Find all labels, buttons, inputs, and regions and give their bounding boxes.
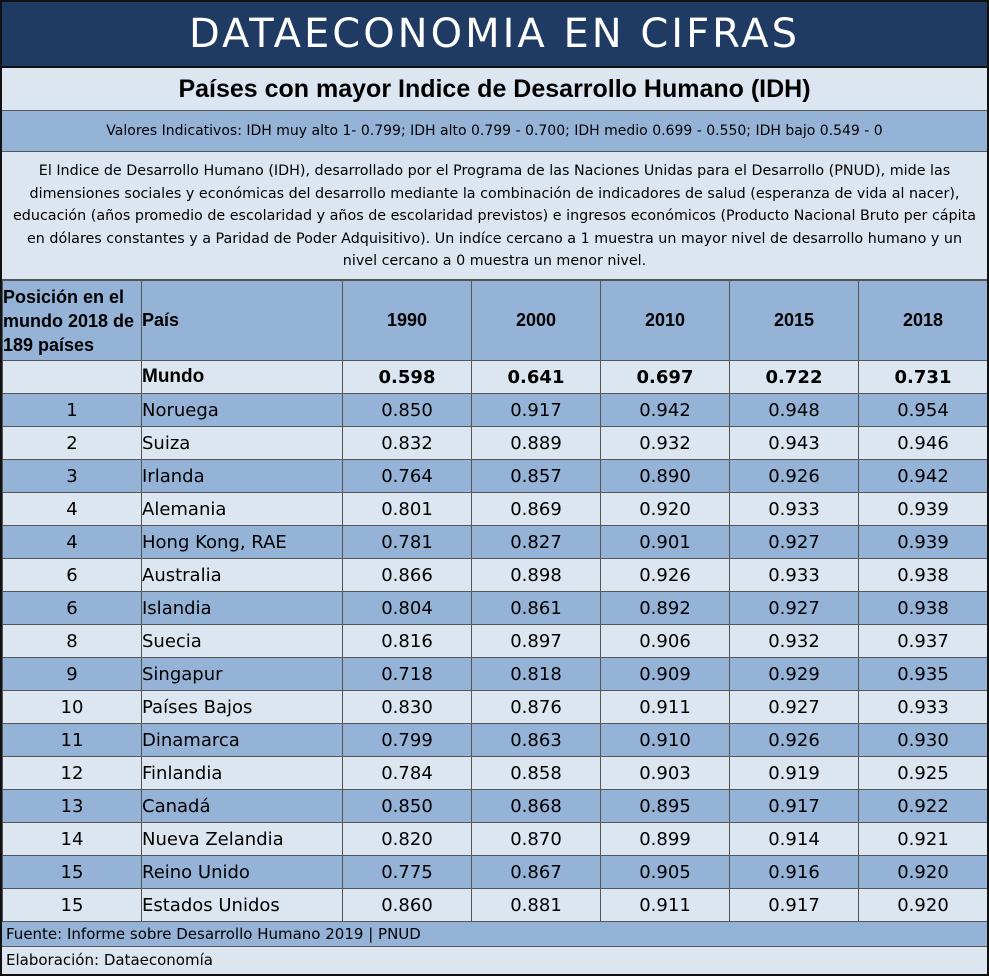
table-row — [3, 823, 988, 856]
row-value: 0.718 — [343, 658, 472, 691]
row-value: 0.939 — [859, 526, 988, 559]
world-name: Mundo — [142, 361, 343, 394]
table-row — [3, 691, 988, 724]
row-value: 0.933 — [730, 559, 859, 592]
row-country: Finlandia — [142, 757, 343, 790]
row-value: 0.903 — [601, 757, 730, 790]
table-row — [3, 427, 988, 460]
row-rank: 12 — [3, 757, 142, 790]
row-value: 0.926 — [601, 559, 730, 592]
row-value: 0.911 — [601, 889, 730, 922]
world-value: 0.598 — [343, 361, 472, 394]
world-value: 0.731 — [859, 361, 988, 394]
table-row — [3, 889, 988, 922]
table-row — [3, 790, 988, 823]
table-row — [3, 757, 988, 790]
header-year: 1990 — [343, 281, 472, 361]
row-value: 0.850 — [343, 394, 472, 427]
row-value: 0.870 — [472, 823, 601, 856]
row-value: 0.830 — [343, 691, 472, 724]
table-row — [3, 460, 988, 493]
world-value: 0.641 — [472, 361, 601, 394]
row-country: Australia — [142, 559, 343, 592]
row-value: 0.922 — [859, 790, 988, 823]
row-rank: 15 — [3, 856, 142, 889]
header-year: 2018 — [859, 281, 988, 361]
row-rank: 3 — [3, 460, 142, 493]
table-row — [3, 592, 988, 625]
row-rank: 8 — [3, 625, 142, 658]
row-rank: 1 — [3, 394, 142, 427]
row-value: 0.932 — [601, 427, 730, 460]
row-rank: 10 — [3, 691, 142, 724]
row-rank: 4 — [3, 493, 142, 526]
row-value: 0.943 — [730, 427, 859, 460]
table-row — [3, 625, 988, 658]
row-country: Suecia — [142, 625, 343, 658]
row-value: 0.868 — [472, 790, 601, 823]
row-value: 0.920 — [859, 889, 988, 922]
row-value: 0.933 — [859, 691, 988, 724]
hdi-table — [2, 280, 988, 922]
row-value: 0.927 — [730, 691, 859, 724]
row-value: 0.937 — [859, 625, 988, 658]
row-value: 0.921 — [859, 823, 988, 856]
table-row — [3, 724, 988, 757]
row-country: Países Bajos — [142, 691, 343, 724]
row-value: 0.866 — [343, 559, 472, 592]
table-row — [3, 559, 988, 592]
row-value: 0.890 — [601, 460, 730, 493]
row-value: 0.938 — [859, 592, 988, 625]
row-value: 0.850 — [343, 790, 472, 823]
row-value: 0.799 — [343, 724, 472, 757]
header-country: País — [142, 281, 343, 361]
header-year: 2000 — [472, 281, 601, 361]
row-value: 0.932 — [730, 625, 859, 658]
row-country: Irlanda — [142, 460, 343, 493]
row-value: 0.917 — [472, 394, 601, 427]
header-year: 2010 — [601, 281, 730, 361]
row-country: Alemania — [142, 493, 343, 526]
table-header — [3, 281, 988, 361]
row-value: 0.925 — [859, 757, 988, 790]
row-value: 0.816 — [343, 625, 472, 658]
banner-title: DATAECONOMIA EN CIFRAS — [2, 2, 987, 68]
row-rank: 2 — [3, 427, 142, 460]
row-value: 0.820 — [343, 823, 472, 856]
row-country: Singapur — [142, 658, 343, 691]
description: El Indice de Desarrollo Humano (IDH), desarrollado por el Programa de las Naciones Unidas para el Desarrollo (PNUD), mide las dimensiones sociales y económicas del desarrollo mediante la combinación de indicadores de salud (esperanza de vida al nacer), educación (años promedio de escolaridad y años de escolaridad previstos) e ingresos económicos (Producto Nacional Bruto per cápita en dólares constantes y a Paridad de Poder Adquisitivo). Un indíce cercano a 1 muestra un mayor nivel de desarrollo humano y un nivel cercano a 0 muestra un menor nivel. — [2, 152, 987, 280]
row-value: 0.946 — [859, 427, 988, 460]
row-value: 0.860 — [343, 889, 472, 922]
row-value: 0.901 — [601, 526, 730, 559]
header-year: 2015 — [730, 281, 859, 361]
table-row — [3, 856, 988, 889]
row-value: 0.889 — [472, 427, 601, 460]
row-value: 0.784 — [343, 757, 472, 790]
table-row — [3, 526, 988, 559]
row-value: 0.818 — [472, 658, 601, 691]
row-rank: 9 — [3, 658, 142, 691]
world-value: 0.722 — [730, 361, 859, 394]
row-value: 0.909 — [601, 658, 730, 691]
row-country: Hong Kong, RAE — [142, 526, 343, 559]
row-value: 0.910 — [601, 724, 730, 757]
row-value: 0.939 — [859, 493, 988, 526]
row-value: 0.892 — [601, 592, 730, 625]
row-value: 0.938 — [859, 559, 988, 592]
row-value: 0.781 — [343, 526, 472, 559]
row-value: 0.801 — [343, 493, 472, 526]
row-rank: 4 — [3, 526, 142, 559]
row-rank: 15 — [3, 889, 142, 922]
row-value: 0.917 — [730, 790, 859, 823]
row-value: 0.832 — [343, 427, 472, 460]
row-value: 0.935 — [859, 658, 988, 691]
row-value: 0.898 — [472, 559, 601, 592]
row-country: Estados Unidos — [142, 889, 343, 922]
row-value: 0.920 — [859, 856, 988, 889]
table-row — [3, 493, 988, 526]
row-value: 0.929 — [730, 658, 859, 691]
row-value: 0.948 — [730, 394, 859, 427]
indicative-values: Valores Indicativos: IDH muy alto 1- 0.799; IDH alto 0.799 - 0.700; IDH medio 0.699 - 0.550; IDH bajo 0.549 - 0 — [2, 111, 987, 152]
row-value: 0.863 — [472, 724, 601, 757]
table-row — [3, 394, 988, 427]
row-value: 0.911 — [601, 691, 730, 724]
row-value: 0.926 — [730, 460, 859, 493]
row-value: 0.919 — [730, 757, 859, 790]
row-value: 0.954 — [859, 394, 988, 427]
row-country: Islandia — [142, 592, 343, 625]
header-position: Posición en el mundo 2018 de 189 países — [3, 281, 142, 361]
row-value: 0.869 — [472, 493, 601, 526]
row-rank: 14 — [3, 823, 142, 856]
row-value: 0.917 — [730, 889, 859, 922]
row-rank: 11 — [3, 724, 142, 757]
world-row — [3, 361, 988, 394]
table-row — [3, 658, 988, 691]
row-country: Canadá — [142, 790, 343, 823]
row-value: 0.906 — [601, 625, 730, 658]
row-country: Noruega — [142, 394, 343, 427]
row-value: 0.775 — [343, 856, 472, 889]
row-value: 0.895 — [601, 790, 730, 823]
page-title: Países con mayor Indice de Desarrollo Humano (IDH) — [2, 68, 987, 111]
row-value: 0.930 — [859, 724, 988, 757]
row-value: 0.764 — [343, 460, 472, 493]
credit-note: Elaboración: Dataeconomía — [2, 947, 987, 972]
row-value: 0.920 — [601, 493, 730, 526]
row-value: 0.916 — [730, 856, 859, 889]
row-value: 0.876 — [472, 691, 601, 724]
row-value: 0.899 — [601, 823, 730, 856]
row-value: 0.827 — [472, 526, 601, 559]
world-value: 0.697 — [601, 361, 730, 394]
source-note: Fuente: Informe sobre Desarrollo Humano 2019 | PNUD — [2, 922, 987, 947]
row-value: 0.942 — [859, 460, 988, 493]
row-value: 0.914 — [730, 823, 859, 856]
row-value: 0.857 — [472, 460, 601, 493]
row-value: 0.905 — [601, 856, 730, 889]
row-country: Suiza — [142, 427, 343, 460]
world-rank — [3, 361, 142, 394]
row-country: Nueva Zelandia — [142, 823, 343, 856]
row-value: 0.861 — [472, 592, 601, 625]
row-value: 0.804 — [343, 592, 472, 625]
row-rank: 6 — [3, 592, 142, 625]
row-value: 0.897 — [472, 625, 601, 658]
row-rank: 13 — [3, 790, 142, 823]
row-country: Reino Unido — [142, 856, 343, 889]
row-rank: 6 — [3, 559, 142, 592]
row-value: 0.927 — [730, 526, 859, 559]
row-value: 0.933 — [730, 493, 859, 526]
row-value: 0.927 — [730, 592, 859, 625]
row-value: 0.858 — [472, 757, 601, 790]
row-value: 0.942 — [601, 394, 730, 427]
row-value: 0.881 — [472, 889, 601, 922]
row-value: 0.926 — [730, 724, 859, 757]
row-value: 0.867 — [472, 856, 601, 889]
row-country: Dinamarca — [142, 724, 343, 757]
